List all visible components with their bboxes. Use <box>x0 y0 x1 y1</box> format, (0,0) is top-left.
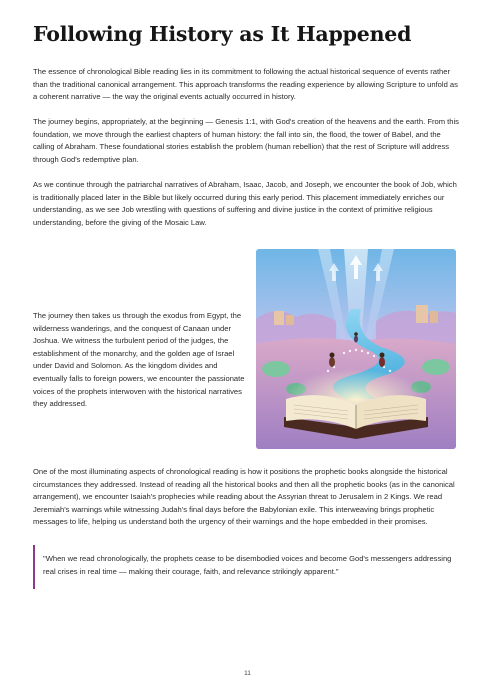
paragraph-exodus: The journey then takes us through the exodus from Egypt, the wilderness wanderings, and the conquest of Canaan under Joshua. We witness the turbulent period of the judges, the establishment of the monarchy, and the golden age of Israel under David and Solomon. As the kingdom divides and eventually falls to foreign powers, we encounter the passionate voices of the prophets interwoven with the historical narratives they addressed. <box>33 311 245 409</box>
page-title: Following History as It Happened <box>33 22 412 46</box>
paragraph-genesis: The journey begins, appropriately, at the beginning — Genesis 1:1, with God's creation of the heavens and the earth. From this foundation, we move through the earliest chapters of human history: the fall into sin, the flood, the tower of Babel, and the calling of Abraham. These foundational stories establish the problem (human rebellion) that the rest of Scripture will address through God's redemptive plan. <box>33 117 459 164</box>
paragraph-prophets: One of the most illuminating aspects of chronological reading is how it positions the prophetic books alongside the historical circumstances they addressed. Instead of reading all the historical books and then all the prophetic books (as in the canonical arrangement), we encounter Isaiah's prophecies while reading about the Assyrian threat to Jerusalem in 2 Kings. We read Jeremiah's warnings while witnessing Judah's final days before the Babylonian exile. This interweaving brings prophetic messages to life, helping us understand both the urgency of their warnings and the hope embedded in their promises. <box>33 467 455 527</box>
paragraph-patriarchs: As we continue through the patriarchal narratives of Abraham, Isaac, Jacob, and Joseph, we encounter the book of Job, which is traditionally placed later in the Bible but likely occurred during this early period. This placement immediately enriches our understanding, as we see Job wrestling with questions of suffering and divine justice in the context of primitive religious understanding, before the giving of the Mosaic Law. <box>33 180 457 227</box>
pull-quote <box>33 545 463 589</box>
paragraph-intro: The essence of chronological Bible reading lies in its commitment to following the actual historical sequence of events rather than the traditional canonical arrangement. This approach transforms the reading experience by allowing Scripture to unfold as a coherent narrative — the way the original events actually occurred in history. <box>33 67 458 102</box>
bible-journey-illustration <box>256 249 456 449</box>
page-number: 11 <box>244 670 251 677</box>
illustration-artwork <box>256 249 456 449</box>
pull-quote-text: "When we read chronologically, the prophets cease to be disembodied voices and become God's messengers addressing real crises in real time — making their courage, faith, and relevance strikingly apparent." <box>43 554 452 576</box>
